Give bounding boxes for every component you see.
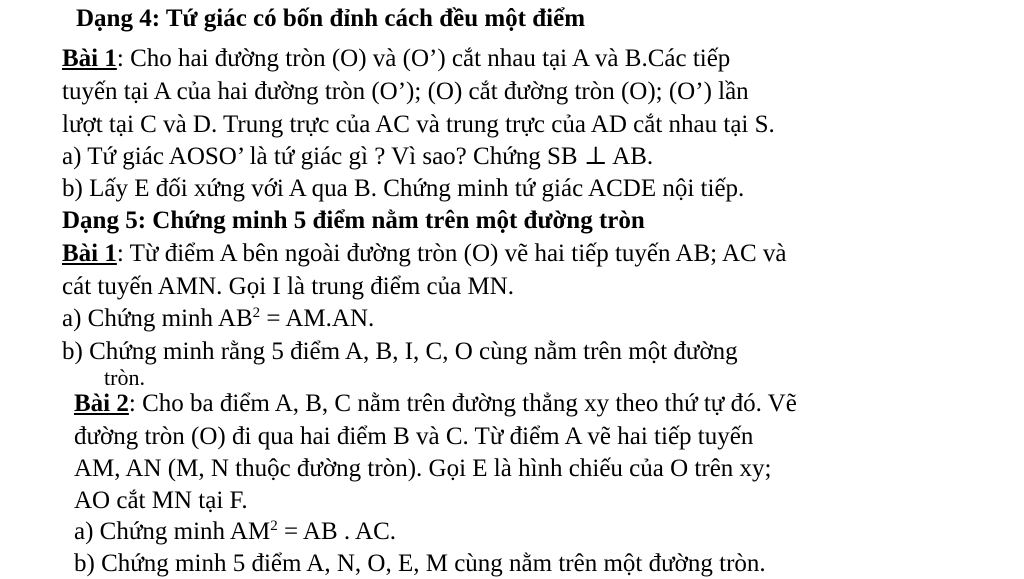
dang5-bai1-line1	[62, 239, 787, 269]
dang4-bai1-line1	[62, 44, 730, 74]
dang5-bai2-text1: : Cho ba điểm A, B, C nằm trên đường thẳng xy theo thứ tự đó. Vẽ	[128, 390, 797, 417]
dang5-bai2-line3: AM, AN (M, N thuộc đường tròn). Gọi E là hình chiếu của O trên xy;	[74, 455, 772, 482]
dang5-bai1-line2: cát tuyến AMN. Gọi I là trung điểm của MN.	[62, 273, 514, 300]
dang5-part-b-line2: tròn.	[104, 365, 145, 390]
dang5-bai2-line2: đường tròn (O) đi qua hai điểm B và C. Từ điểm A vẽ hai tiếp tuyến	[74, 423, 754, 450]
dang5-bai1-text1: : Từ điểm A bên ngoài đường tròn (O) vẽ hai tiếp tuyến AB; AC và	[116, 240, 787, 267]
dang5-part-b-line1: b) Chứng minh rằng 5 điểm A, B, I, C, O cùng nằm trên một đường	[62, 338, 738, 365]
dang5-bai2-part-a-sup: 2	[270, 518, 278, 534]
dang5-heading: Dạng 5: Chứng minh 5 điểm nằm trên một đường tròn	[62, 207, 645, 234]
dang5-bai2-part-a-suffix: = AB . AC.	[277, 518, 397, 545]
dang4-bai1-label: Bài 1	[62, 45, 117, 72]
dang5-bai1-label: Bài 1	[62, 240, 117, 267]
dang5-part-a-suffix: = AM.AN.	[260, 305, 375, 332]
dang5-part-a-sup: 2	[252, 305, 261, 321]
dang5-bai2-part-b: b) Chứng minh 5 điểm A, N, O, E, M cùng nằm trên một đường tròn.	[74, 550, 766, 577]
dang4-heading: Dạng 4: Tứ giác có bốn đỉnh cách đều một điểm	[76, 5, 586, 32]
dang4-bai1-text1: : Cho hai đường tròn (O) và (O’) cắt nhau tại A và B.Các tiếp	[116, 45, 731, 72]
dang5-bai2-line4: AO cắt MN tại F.	[74, 487, 248, 514]
dang5-bai2-part-a-prefix: a) Chứng minh AM	[74, 518, 271, 545]
dang5-bai2-label: Bài 2	[74, 390, 129, 417]
dang4-bai1-line3: lượt tại C và D. Trung trực của AC và trung trực của AD cắt nhau tại S.	[62, 111, 775, 138]
dang4-part-a: a) Tứ giác AOSO’ là tứ giác gì ? Vì sao? Chứng SB ⊥ AB.	[62, 143, 654, 170]
dang4-bai1-line2: tuyến tại A của hai đường tròn (O’); (O) cắt đường tròn (O); (O’) lần	[62, 78, 749, 105]
dang5-part-a	[62, 304, 374, 334]
dang5-bai2-line1	[74, 389, 797, 419]
dang5-bai2-part-a	[74, 517, 396, 547]
dang4-part-b: b) Lấy E đối xứng với A qua B. Chứng minh tứ giác ACDE nội tiếp.	[62, 175, 745, 202]
dang5-part-a-prefix: a) Chứng minh AB	[62, 305, 253, 332]
